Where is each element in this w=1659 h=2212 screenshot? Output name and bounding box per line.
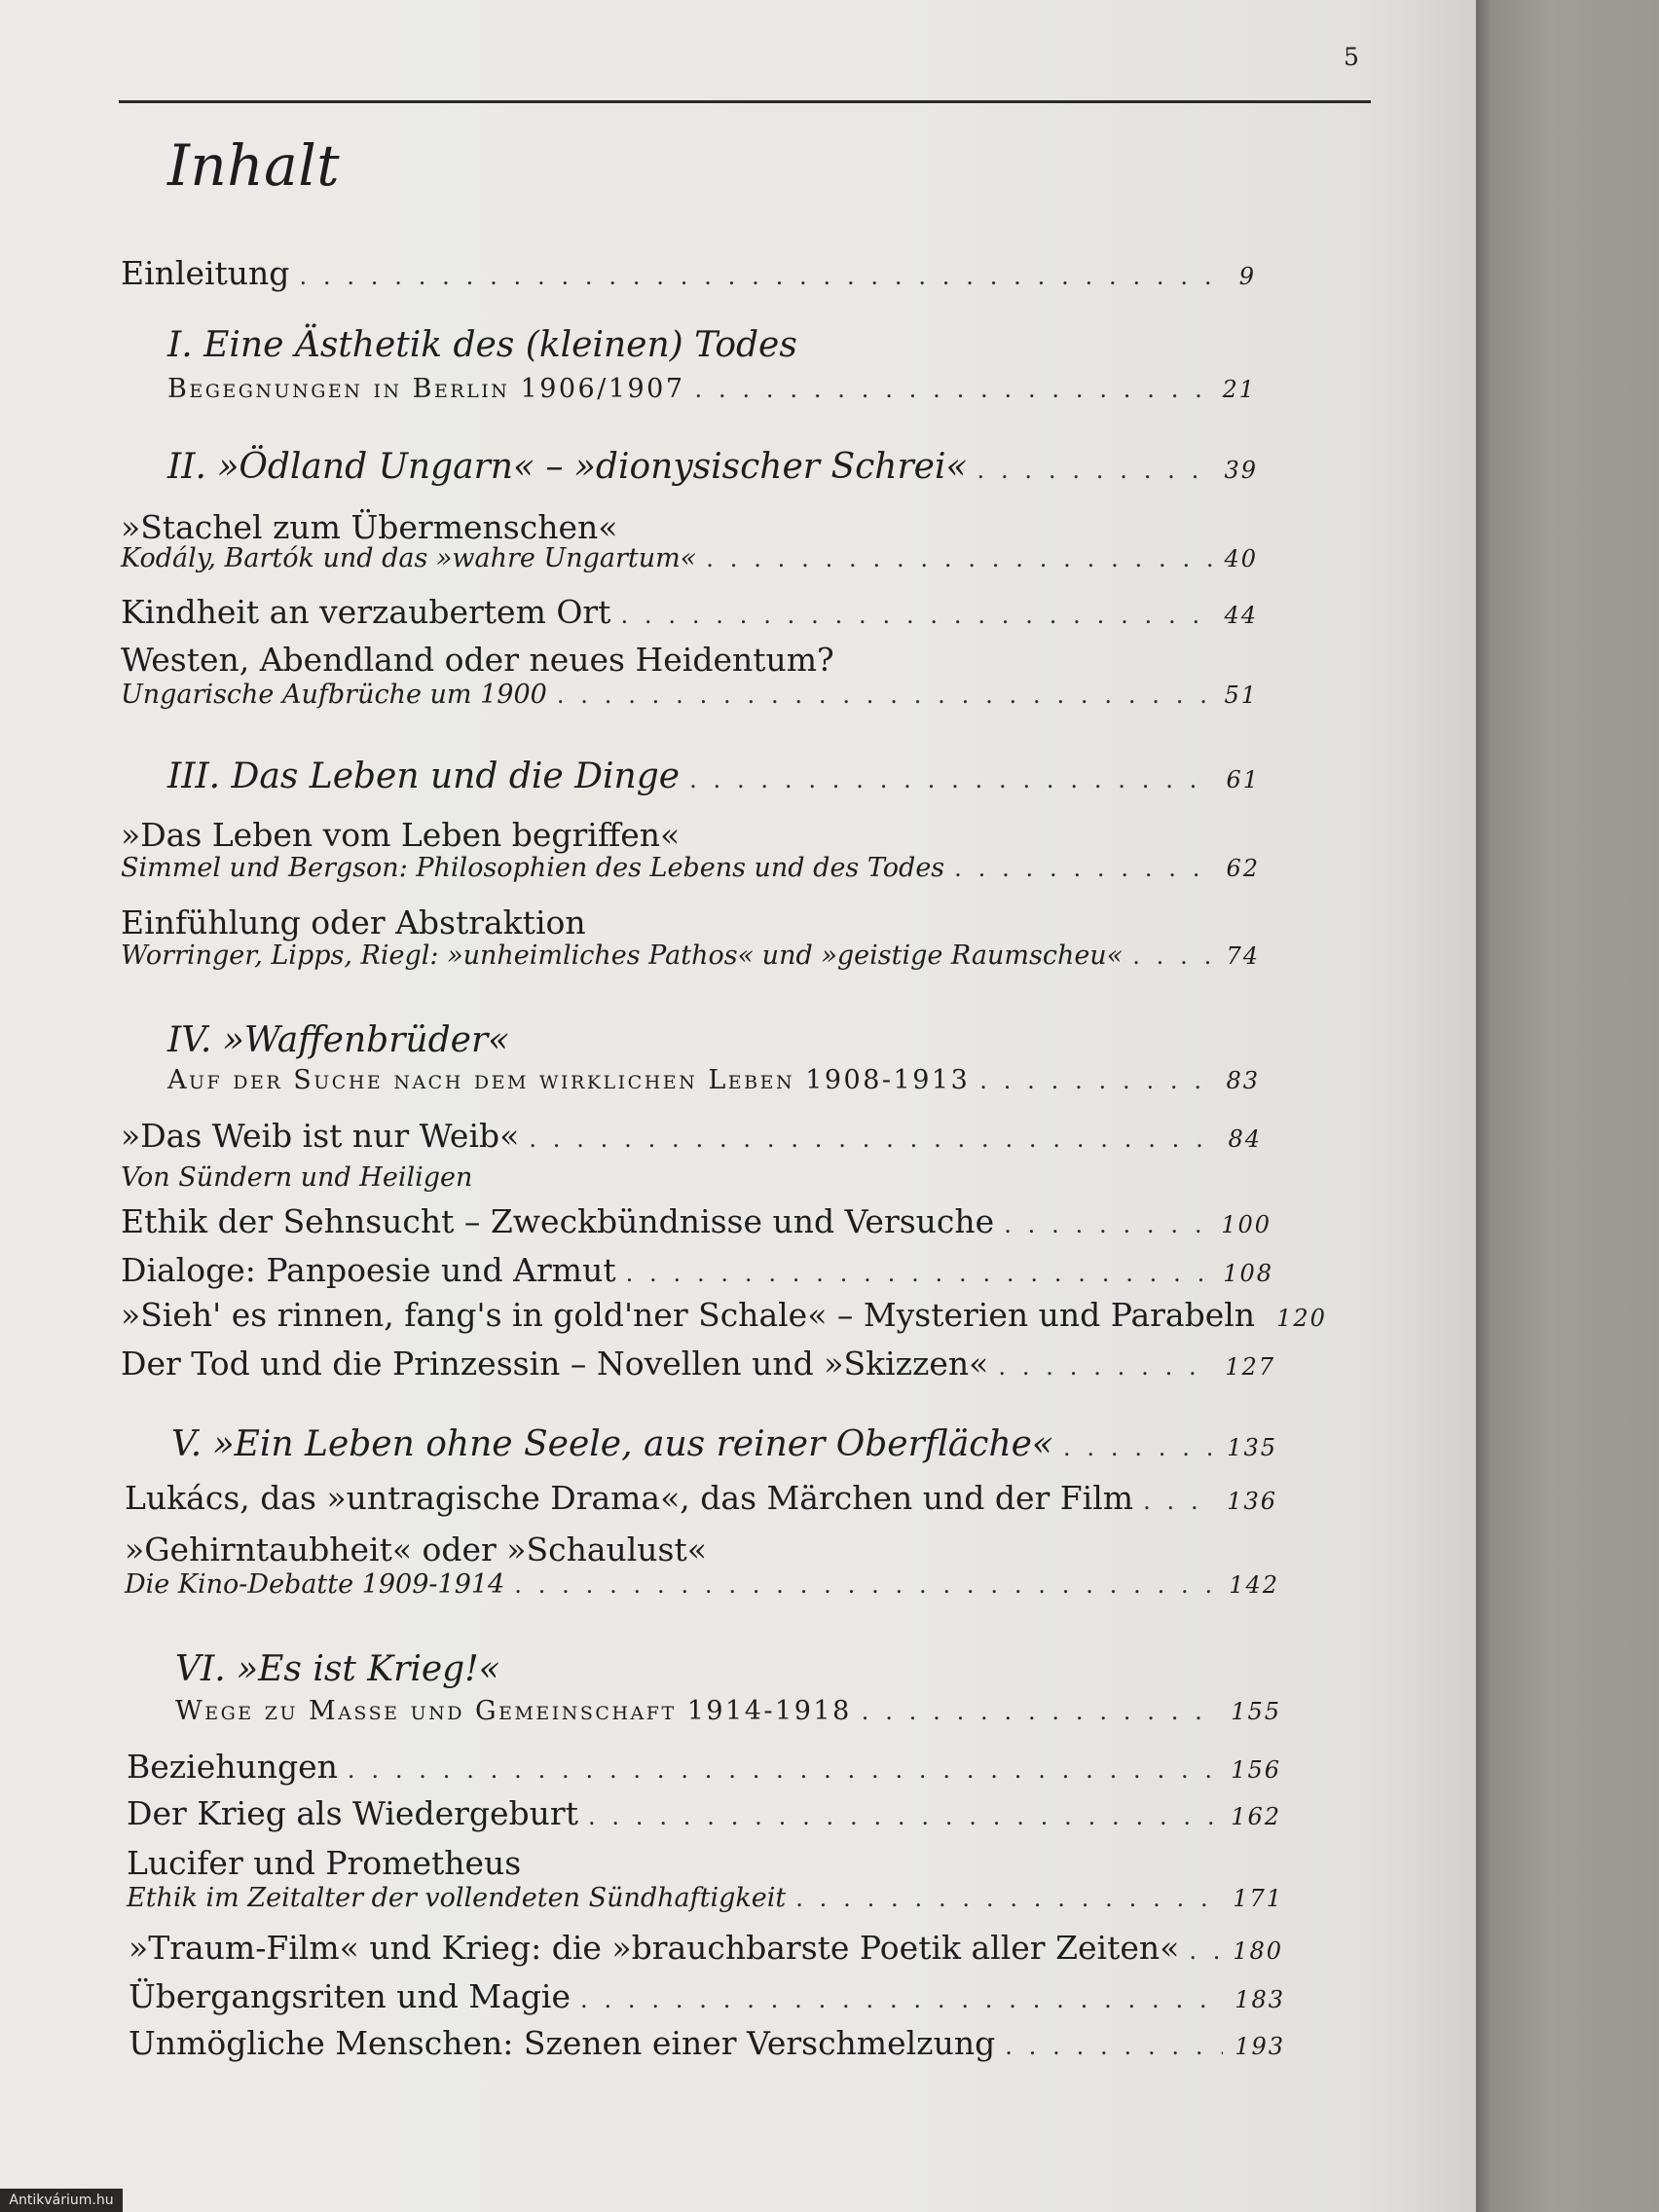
dot-leader (695, 378, 1211, 401)
toc-entry-traum (129, 1929, 1283, 1967)
entry-title: Einleitung (121, 254, 290, 292)
toc-entry-lucifer: Lucifer und Prometheus (127, 1844, 522, 1882)
entry-page: 61 (1226, 766, 1260, 793)
toc-entry-einfuehlung-sub (121, 942, 1260, 969)
toc-entry-stachel: »Stachel zum Übermenschen« (121, 508, 618, 546)
entry-page: 100 (1221, 1211, 1272, 1238)
toc-entry-westen: Westen, Abendland oder neues Heidentum? (121, 641, 834, 679)
chapter-heading-5: V. »Ein Leben ohne Seele, aus reiner Oberfläche« (171, 1424, 1053, 1464)
entry-title: »Das Weib ist nur Weib« (121, 1117, 520, 1155)
entry-page: 21 (1222, 376, 1256, 403)
entry-page: 120 (1276, 1305, 1327, 1332)
entry-page: 127 (1225, 1353, 1275, 1381)
toc-entry-unmoeglich (129, 2024, 1285, 2062)
dot-leader (580, 1988, 1223, 2011)
dot-leader (954, 857, 1214, 880)
entry-title: Beziehungen (127, 1748, 338, 1786)
chapter-heading-6: VI. »Es ist Krieg!« (175, 1649, 500, 1689)
entry-page: 135 (1227, 1434, 1277, 1461)
entry-subtitle: Ethik im Zeitalter der vollendeten Sündhaftigkeit (127, 1883, 787, 1913)
entry-page: 62 (1226, 855, 1260, 882)
toc-entry-leben: »Das Leben vom Leben begriffen« (121, 816, 681, 854)
dot-leader (1063, 1436, 1215, 1459)
dot-leader (514, 1573, 1217, 1597)
chapter-heading-3: III. Das Leben und die Dinge (167, 756, 681, 796)
entry-subtitle: Die Kino-Debatte 1909-1914 (125, 1569, 505, 1600)
toc-entry-ch1-sub (167, 376, 1256, 402)
entry-page: 171 (1233, 1885, 1283, 1912)
entry-page: 180 (1233, 1937, 1283, 1965)
dot-leader (977, 459, 1213, 482)
dot-leader (706, 547, 1212, 571)
entry-title: Der Tod und die Prinzessin – Novellen und »Skizzen« (121, 1345, 989, 1382)
entry-page: 136 (1227, 1488, 1277, 1515)
dot-leader (689, 768, 1214, 792)
page-number: 5 (1344, 43, 1360, 71)
entry-page: 40 (1224, 545, 1258, 572)
toc-entry-einfuehlung: Einfühlung oder Abstraktion (121, 903, 586, 941)
chapter-heading-1: I. Eine Ästhetik des (kleinen) Todes (167, 325, 797, 365)
entry-title: Begegnungen in Berlin 1906/1907 (167, 374, 685, 404)
dot-leader (620, 604, 1212, 627)
dot-leader (795, 1887, 1221, 1910)
toc-entry-ch6-sub (175, 1698, 1281, 1724)
toc-entry-ch5 (171, 1424, 1277, 1464)
entry-subtitle: Simmel und Bergson: Philosophien des Lebens und des Todes (121, 853, 945, 883)
entry-subtitle: Worringer, Lipps, Riegl: »unheimliches Pathos« und »geistige Raumscheu« (121, 940, 1124, 971)
toc-entry-stachel-sub (121, 545, 1258, 571)
entry-title: Ethik der Sehnsucht – Zweckbündnisse und Versuche (121, 1202, 995, 1240)
toc-entry-ethik (121, 1202, 1272, 1240)
toc-entry-lukacs (125, 1479, 1277, 1517)
toc-entry-ch2 (167, 447, 1258, 487)
toc-entry-beziehungen (127, 1748, 1281, 1786)
entry-page: 84 (1228, 1125, 1262, 1153)
entry-page: 108 (1223, 1260, 1273, 1287)
dot-leader (1143, 1490, 1215, 1513)
dot-leader (1189, 1939, 1221, 1963)
toc-entry-sieh (121, 1296, 1327, 1334)
watermark-logo: Antikvárium.hu (0, 2189, 123, 2212)
dot-leader (557, 683, 1213, 707)
dot-leader (348, 1758, 1219, 1782)
entry-title: »Sieh' es rinnen, fang's in gold'ner Schale« – Mysterien und Parabeln (121, 1296, 1256, 1334)
dot-leader (588, 1805, 1219, 1828)
entry-title: Auf der Suche nach dem wirklichen Leben 1908-1913 (167, 1065, 971, 1095)
toc-entry-westen-sub (121, 682, 1258, 708)
toc-entry-kindheit (121, 593, 1258, 631)
entry-title: Übergangsriten und Magie (129, 1977, 571, 2015)
toc-title: Inhalt (167, 132, 341, 199)
entry-page: 74 (1226, 942, 1260, 970)
dot-leader (299, 265, 1227, 288)
entry-title: »Traum-Film« und Krieg: die »brauchbarste Poetik aller Zeiten« (129, 1929, 1180, 1967)
toc-entry-uebergang (129, 1977, 1285, 2015)
toc-entry-gehirn-sub (125, 1571, 1279, 1598)
dot-leader (1005, 2035, 1223, 2058)
entry-page: 9 (1238, 263, 1256, 290)
entry-page: 83 (1226, 1067, 1260, 1094)
entry-page: 183 (1235, 1986, 1285, 2013)
dot-leader (529, 1127, 1216, 1151)
entry-page: 142 (1229, 1571, 1279, 1599)
dot-leader (1004, 1213, 1209, 1236)
entry-title: Der Krieg als Wiedergeburt (127, 1794, 578, 1832)
toc-entry-einleitung (121, 254, 1256, 292)
dot-leader (998, 1355, 1213, 1379)
toc-entry-weib-sub: Von Sündern und Heiligen (121, 1162, 473, 1193)
entry-page: 44 (1224, 602, 1258, 629)
toc-entry-krieg (127, 1794, 1281, 1832)
dot-leader (626, 1262, 1212, 1285)
entry-page: 193 (1235, 2033, 1285, 2060)
toc-entry-ch4-sub (167, 1067, 1260, 1093)
chapter-heading-4: IV. »Waffenbrüder« (167, 1020, 510, 1060)
entry-page: 39 (1224, 457, 1258, 484)
entry-page: 162 (1231, 1803, 1281, 1830)
header-rule (119, 100, 1371, 103)
toc-entry-lucifer-sub (127, 1885, 1283, 1911)
entry-subtitle: Kodály, Bartók und das »wahre Ungartum« (121, 543, 697, 573)
entry-title: Lukács, das »untragische Drama«, das Märchen und der Film (125, 1479, 1134, 1517)
toc-entry-dialoge (121, 1251, 1273, 1289)
chapter-heading-2: II. »Ödland Ungarn« – »dionysischer Schrei« (167, 447, 968, 487)
entry-page: 156 (1231, 1756, 1281, 1784)
toc-entry-ch3 (167, 756, 1260, 796)
entry-title: Unmögliche Menschen: Szenen einer Verschmelzung (129, 2024, 996, 2062)
entry-page: 155 (1231, 1698, 1281, 1725)
entry-subtitle: Ungarische Aufbrüche um 1900 (121, 680, 547, 710)
entry-title: Wege zu Masse und Gemeinschaft 1914-1918 (175, 1696, 852, 1726)
dot-leader (1132, 944, 1214, 968)
page-edge-shadow (1476, 0, 1659, 2212)
toc-entry-tod (121, 1347, 1275, 1380)
toc-entry-leben-sub (121, 855, 1260, 881)
toc-entry-gehirn: »Gehirntaubheit« oder »Schaulust« (125, 1530, 707, 1568)
dot-leader (979, 1069, 1214, 1092)
entry-page: 51 (1224, 682, 1258, 709)
toc-entry-weib (121, 1117, 1262, 1155)
entry-title: Dialoge: Panpoesie und Armut (121, 1251, 616, 1289)
entry-title: Kindheit an verzaubertem Ort (121, 593, 611, 631)
dot-leader (862, 1700, 1219, 1723)
